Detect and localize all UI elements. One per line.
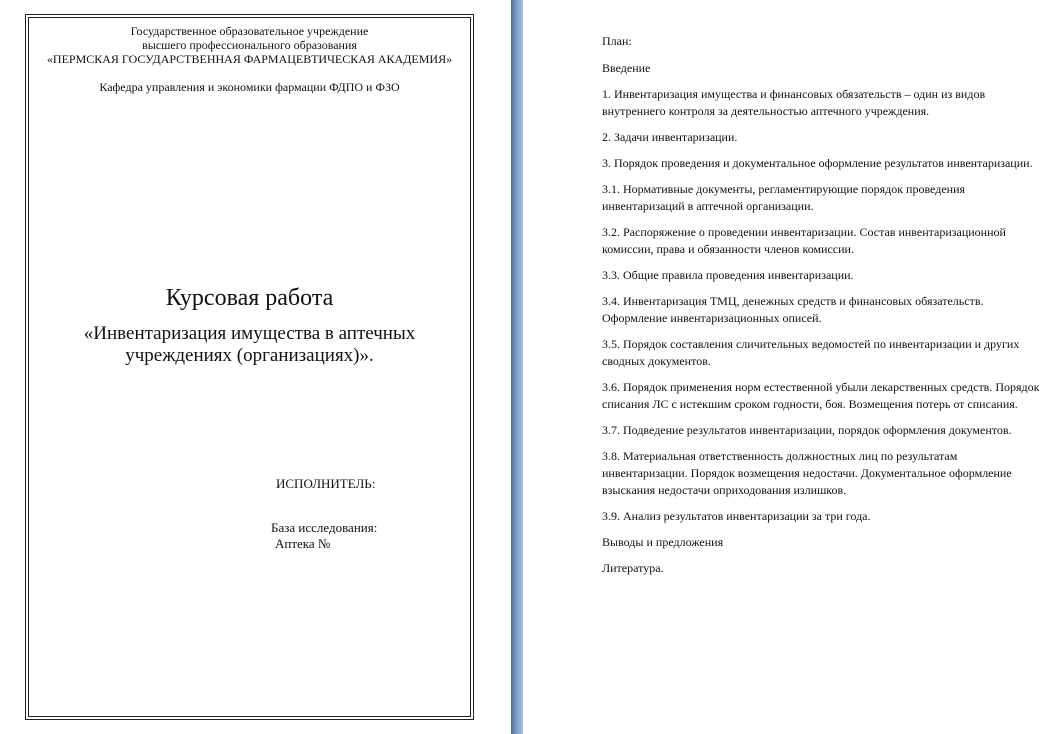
plan-item: 1. Инвентаризация имущества и финансовых обязательств – один из видов внутреннего контроля за деятельностью аптечного учреждения. <box>602 87 986 118</box>
plan-item: 3.9. Анализ результатов инвентаризации за три года. <box>602 509 871 523</box>
research-base-value: Аптека № <box>275 536 331 551</box>
work-title: «Инвентаризация имущества в аптечных учреждениях (организациях)». <box>83 323 416 366</box>
title-page-frame-inner <box>28 17 471 717</box>
plan-item: 3.2. Распоряжение о проведении инвентаризации. Состав инвентаризационной комиссии, права и обязанности членов комиссии. <box>602 225 1006 256</box>
institution-line-1: Государственное образовательное учреждение <box>130 24 369 38</box>
plan-item: Выводы и предложения <box>602 535 724 549</box>
plan-item: 2. Задачи инвентаризации. <box>602 130 738 144</box>
plan-item: 3.5. Порядок составления сличительных ведомостей по инвентаризации и других сводных документов. <box>602 337 1020 368</box>
institution-line-3: «ПЕРМСКАЯ ГОСУДАРСТВЕННАЯ ФАРМАЦЕВТИЧЕСКАЯ АКАДЕМИЯ» <box>46 52 453 66</box>
plan-item: 3.3. Общие правила проведения инвентаризации. <box>602 268 854 282</box>
executor-label: ИСПОЛНИТЕЛЬ: <box>276 476 376 491</box>
department: Кафедра управления и экономики фармации ФДПО и ФЗО <box>99 80 400 94</box>
plan-item: 3.6. Порядок применения норм естественной убыли лекарственных средств. Порядок списания ЛС с истекшим сроком годности, боя. Возмещения потерь от списания. <box>602 380 1040 411</box>
plan-item: 3. Порядок проведения и документальное оформление результатов инвентаризации. <box>602 156 1033 170</box>
plan-heading: План: <box>602 34 632 48</box>
institution-line-2: высшего профессионального образования <box>142 38 357 52</box>
institution-header <box>28 24 471 66</box>
research-base-label: База исследования: <box>271 520 378 535</box>
page-divider <box>511 0 523 734</box>
plan-item: 3.1. Нормативные документы, регламентирующие порядок проведения инвентаризаций в аптечной организации. <box>602 182 966 213</box>
plan-item: Введение <box>602 61 651 75</box>
plan-item: 3.4. Инвентаризация ТМЦ, денежных средств и финансовых обязательств. Оформление инвентаризационных описей. <box>602 294 984 325</box>
plan-item: Литература. <box>602 561 664 575</box>
plan-item: 3.8. Материальная ответственность должностных лиц по результатам инвентаризации. Порядок возмещения недостачи. Документальное оформление взыскания недостачи оприходования излишков. <box>602 449 1012 497</box>
work-type: Курсовая работа <box>165 285 334 311</box>
plan-item: 3.7. Подведение результатов инвентаризации, порядок оформления документов. <box>602 423 1012 437</box>
plan-contents <box>602 33 1042 586</box>
